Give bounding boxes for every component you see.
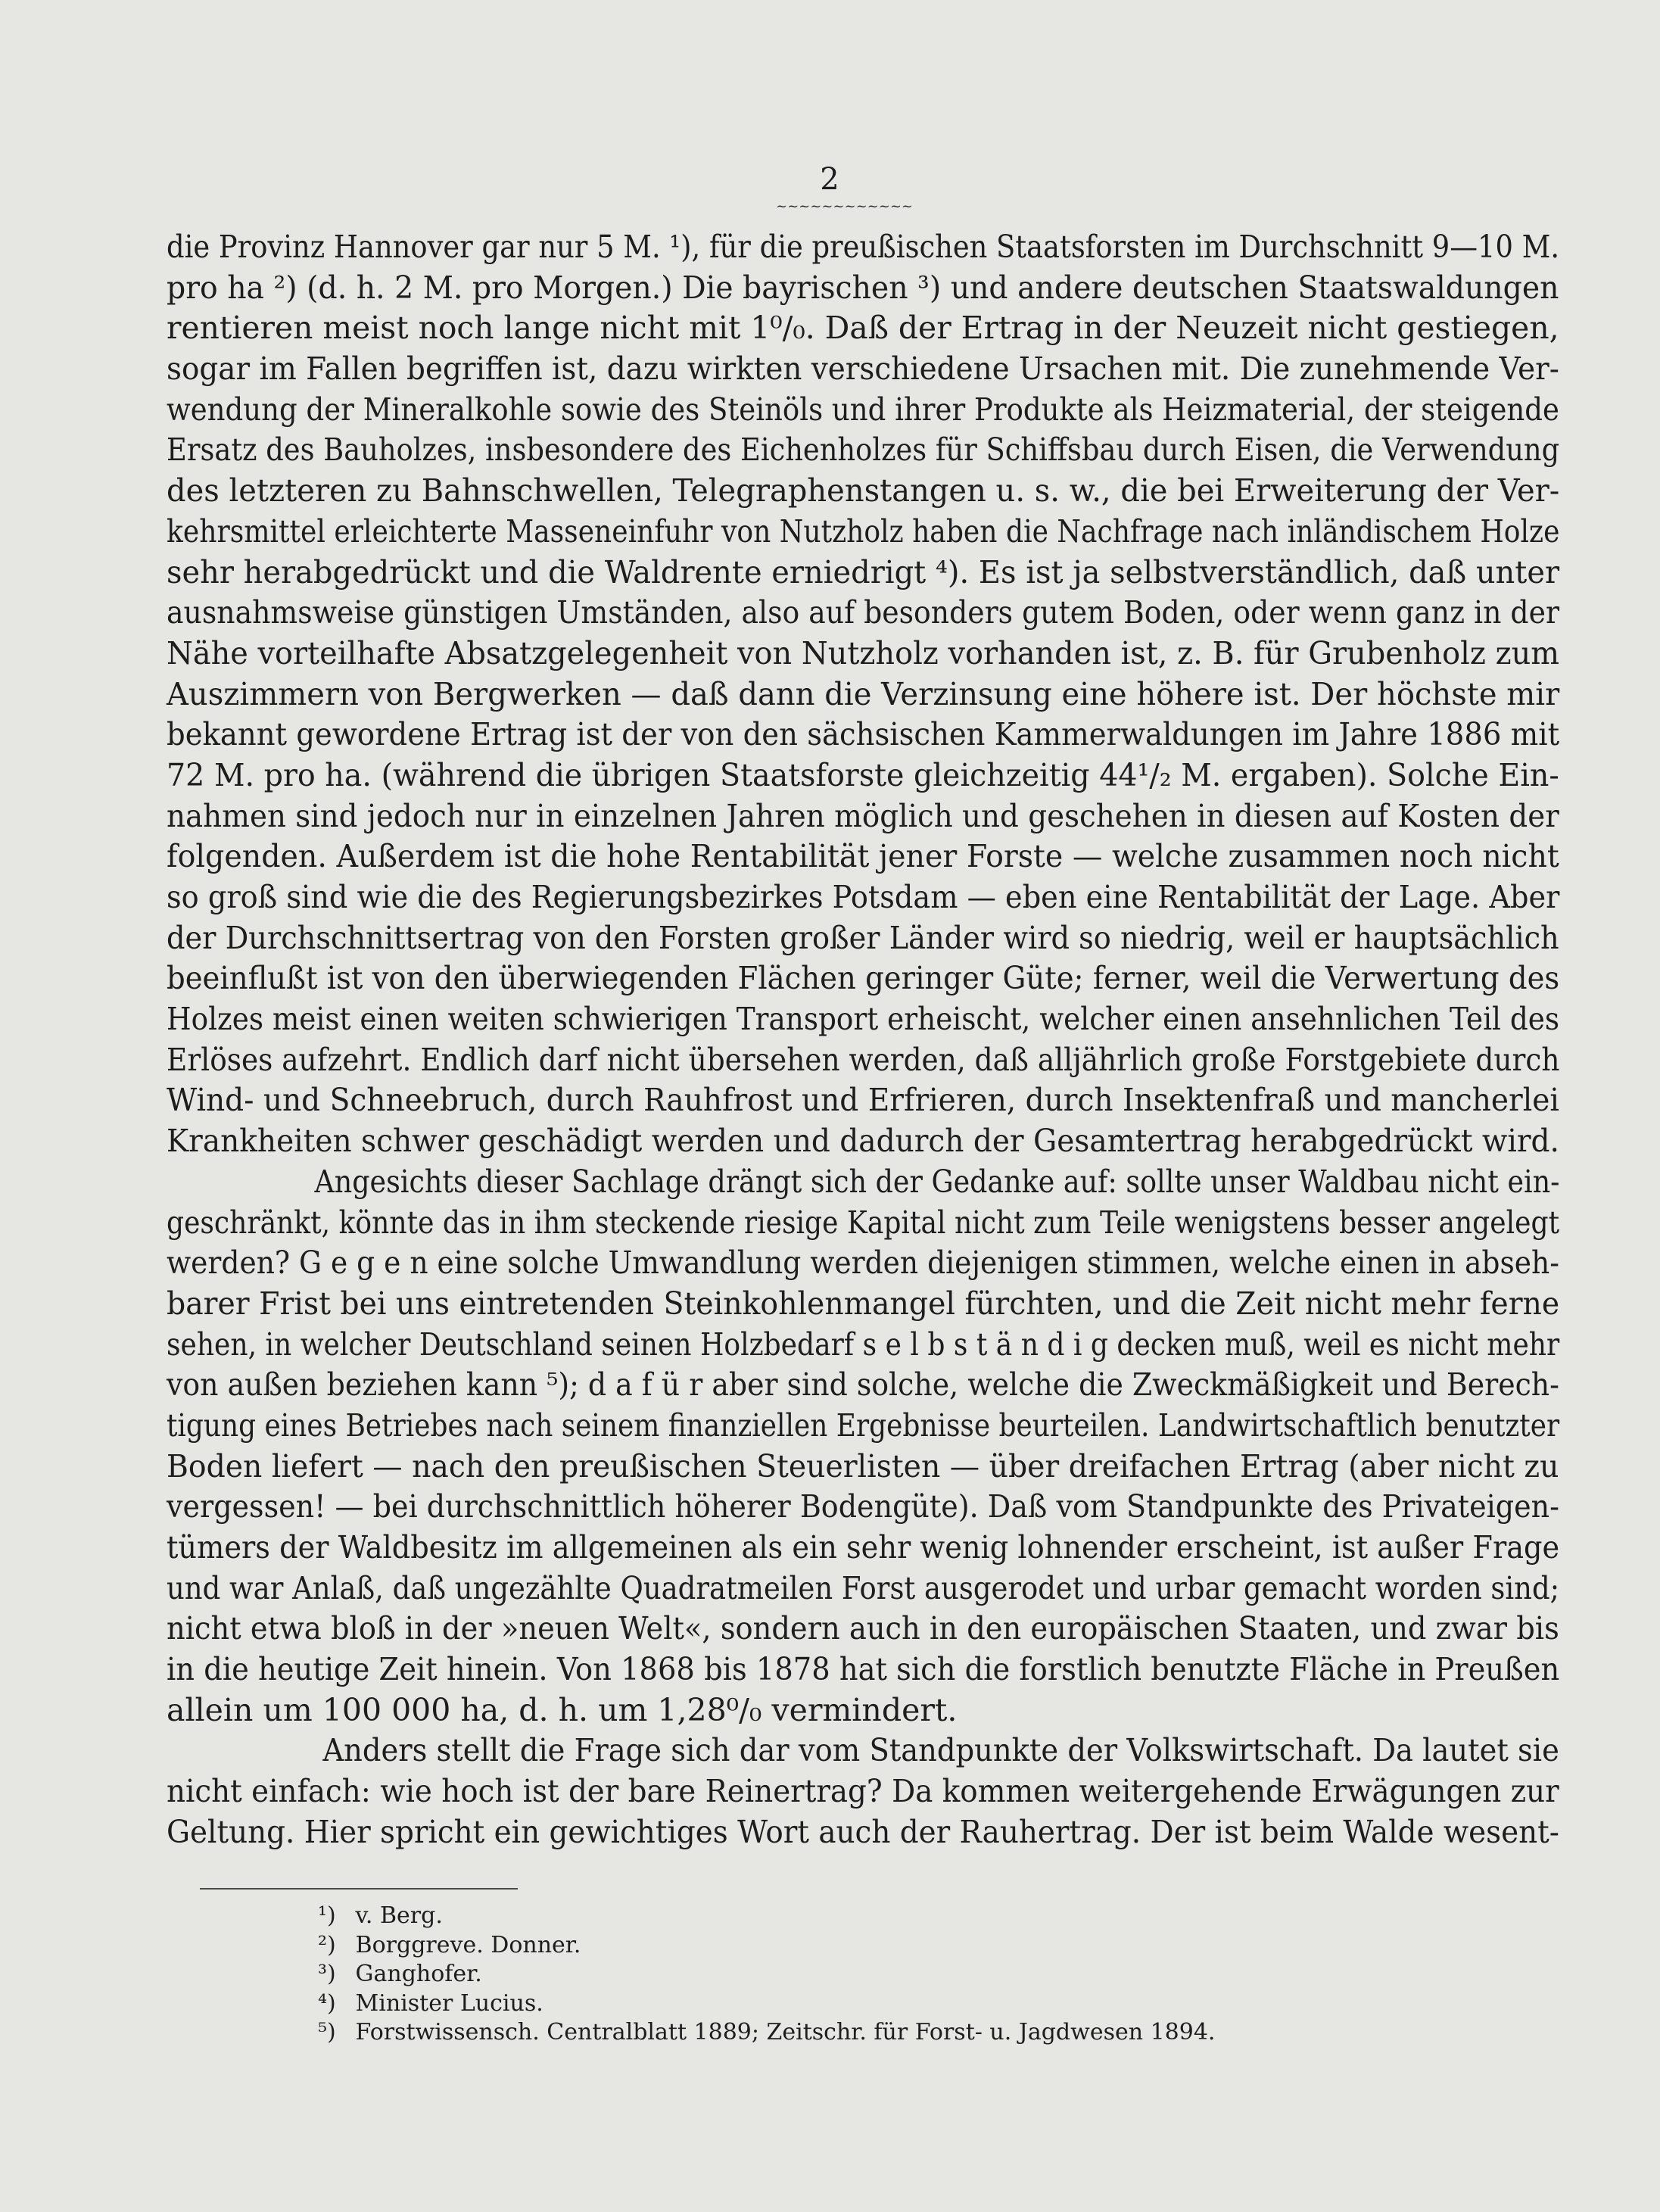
text-line: pro ha ²) (d. h. 2 M. pro Morgen.) Die bayrischen ³) und andere deutschen Staatswaldungen — [167, 269, 1559, 306]
footnote-mark: ⁴) — [318, 1989, 336, 2017]
text-line: werden? G e g e n eine solche Umwandlung werden diejenigen stimmen, welche einen in abseh- — [167, 1245, 1559, 1282]
text-line: wendung der Mineralkohle sowie des Steinöls und ihrer Produkte als Heizmaterial, der steigende — [167, 391, 1559, 428]
text-line: barer Frist bei uns eintretenden Steinkohlenmangel fürchten, und die Zeit nicht mehr ferne — [167, 1285, 1560, 1322]
body-text — [167, 227, 1559, 1853]
text-line: bekannt gewordene Ertrag ist der von den sächsischen Kammerwaldungen im Jahre 1886 mit — [167, 716, 1560, 753]
text-line: rentieren meist noch lange nicht mit 1⁰/₀. Daß der Ertrag in der Neuzeit nicht gestiegen, — [167, 310, 1559, 347]
text-line: sogar im Fallen begriffen ist, dazu wirkten verschiedene Ursachen mit. Die zunehmende Ver- — [167, 350, 1559, 388]
page-number-ornament: ~~~~~~~~~~~~ — [776, 198, 913, 214]
text-line: folgenden. Außerdem ist die hohe Rentabilität jener Forste — welche zusammen noch nicht — [167, 838, 1559, 875]
text-line: tümers der Waldbesitz im allgemeinen als ein sehr wenig lohnender erscheint, ist außer Frage — [167, 1529, 1560, 1566]
text-line: Nähe vorteilhafte Absatzgelegenheit von Nutzholz vorhanden ist, z. B. für Grubenholz zum — [167, 634, 1560, 671]
footnote — [318, 1989, 1453, 2019]
footnote-mark: ³) — [318, 1961, 336, 1987]
footnote — [318, 1931, 1453, 1961]
text-line: sehen, in welcher Deutschland seinen Holzbedarf s e l b s t ä n d i g decken muß, weil es nicht mehr — [167, 1326, 1560, 1363]
page-number: 2 — [820, 162, 840, 197]
text-line: sehr herabgedrückt und die Waldrente erniedrigt ⁴). Es ist ja selbstverständlich, daß unter — [167, 553, 1560, 590]
text-line: des letzteren zu Bahnschwellen, Telegraphenstangen u. s. w., die bei Erweiterung der Ver- — [167, 472, 1560, 509]
text-line: kehrsmittel erleichterte Masseneinfuhr von Nutzholz haben die Nachfrage nach inländischem Holze — [167, 512, 1560, 550]
footnote-mark: ¹) — [318, 1902, 336, 1929]
text-line: so groß sind wie die des Regierungsbezirkes Potsdam — eben eine Rentabilität der Lage. Aber — [167, 879, 1560, 915]
text-line: Angesichts dieser Sachlage drängt sich der Gedanke auf: sollte unser Waldbau nicht ein- — [314, 1163, 1560, 1200]
footnote-text: Ganghofer. — [355, 1961, 482, 1987]
text-line: Geltung. Hier spricht ein gewichtiges Wort auch der Rauhertrag. Der ist beim Walde wesent- — [167, 1813, 1559, 1850]
text-line: beeinflußt ist von den überwiegenden Flächen geringer Güte; ferner, weil die Verwertung des — [167, 960, 1560, 997]
text-line: Holzes meist einen weiten schwierigen Transport erheischt, welcher einen ansehnlichen Teil des — [167, 1001, 1560, 1038]
footnote — [318, 1960, 1453, 1989]
footnote-mark: ⁵) — [318, 2019, 336, 2045]
text-line: 72 M. pro ha. (während die übrigen Staatsforste gleichzeitig 44¹/₂ M. ergaben). Solche Ein- — [167, 756, 1559, 793]
text-line: und war Anlaß, daß ungezählte Quadratmeilen Forst ausgerodet und urbar gemacht worden sind; — [167, 1569, 1560, 1606]
text-line: Ersatz des Bauholzes, insbesondere des Eichenholzes für Schiffsbau durch Eisen, die Verwendung — [167, 431, 1560, 469]
footnotes — [318, 1902, 1453, 2048]
text-line: geschränkt, könnte das in ihm steckende riesige Kapital nicht zum Teile wenigstens besser angelegt — [167, 1204, 1560, 1241]
text-line: ausnahmsweise günstigen Umständen, also auf besonders gutem Boden, oder wenn ganz in der — [167, 594, 1560, 631]
text-line: die Provinz Hannover gar nur 5 M. ¹), für die preußischen Staatsforsten im Durchschnitt 9—10 M. — [167, 229, 1560, 265]
text-line: allein um 100 000 ha, d. h. um 1,28⁰/₀ vermindert. — [167, 1691, 958, 1728]
text-line: von außen beziehen kann ⁵); d a f ü r aber sind solche, welche die Zweckmäßigkeit und Berech- — [167, 1366, 1559, 1404]
text-line: nicht einfach: wie hoch ist der bare Reinertrag? Da kommen weitergehende Erwägungen zur — [167, 1773, 1559, 1810]
text-line: Auszimmern von Bergwerken — daß dann die Verzinsung eine höhere ist. Der höchste mir — [167, 675, 1560, 712]
text-line: in die heutige Zeit hinein. Von 1868 bis 1878 hat sich die forstlich benutzte Fläche in Preußen — [167, 1651, 1560, 1688]
footnote-text: Minister Lucius. — [355, 1989, 543, 2017]
text-line: Anders stellt die Frage sich dar vom Standpunkte der Volkswirtschaft. Da lautet sie — [322, 1732, 1559, 1769]
footnote — [318, 2018, 1453, 2048]
text-line: vergessen! — bei durchschnittlich höherer Bodengüte). Daß vom Standpunkte des Privateigen- — [167, 1488, 1560, 1525]
text-line: der Durchschnittsertrag von den Forsten großer Länder wird so niedrig, weil er hauptsächlich — [167, 919, 1559, 956]
footnote-text: Forstwissensch. Centralblatt 1889; Zeitschr. für Forst- u. Jagdwesen 1894. — [355, 2019, 1216, 2045]
footnote-text: v. Berg. — [355, 1902, 443, 1929]
footnote-mark: ²) — [318, 1931, 336, 1958]
text-line: Wind- und Schneebruch, durch Rauhfrost und Erfrieren, durch Insektenfraß und mancherlei — [167, 1082, 1559, 1119]
footnote-text: Borggreve. Donner. — [355, 1931, 581, 1958]
text-line: Erlöses aufzehrt. Endlich darf nicht übersehen werden, daß alljährlich große Forstgebiete durch — [167, 1041, 1560, 1078]
text-line: Boden liefert — nach den preußischen Steuerlisten — über dreifachen Ertrag (aber nicht zu — [167, 1447, 1559, 1485]
text-line: Krankheiten schwer geschädigt werden und dadurch der Gesamtertrag herabgedrückt wird. — [167, 1123, 1559, 1160]
footnote — [318, 1902, 1453, 1931]
footnote-divider — [200, 1888, 518, 1890]
text-line: tigung eines Betriebes nach seinem finanziellen Ergebnisse beurteilen. Landwirtschaftlich benutzter — [167, 1407, 1560, 1444]
text-line: nicht etwa bloß in der »neuen Welt«, sondern auch in den europäischen Staaten, und zwar bis — [167, 1610, 1559, 1647]
text-line: nahmen sind jedoch nur in einzelnen Jahren möglich und geschehen in diesen auf Kosten der — [167, 797, 1559, 834]
